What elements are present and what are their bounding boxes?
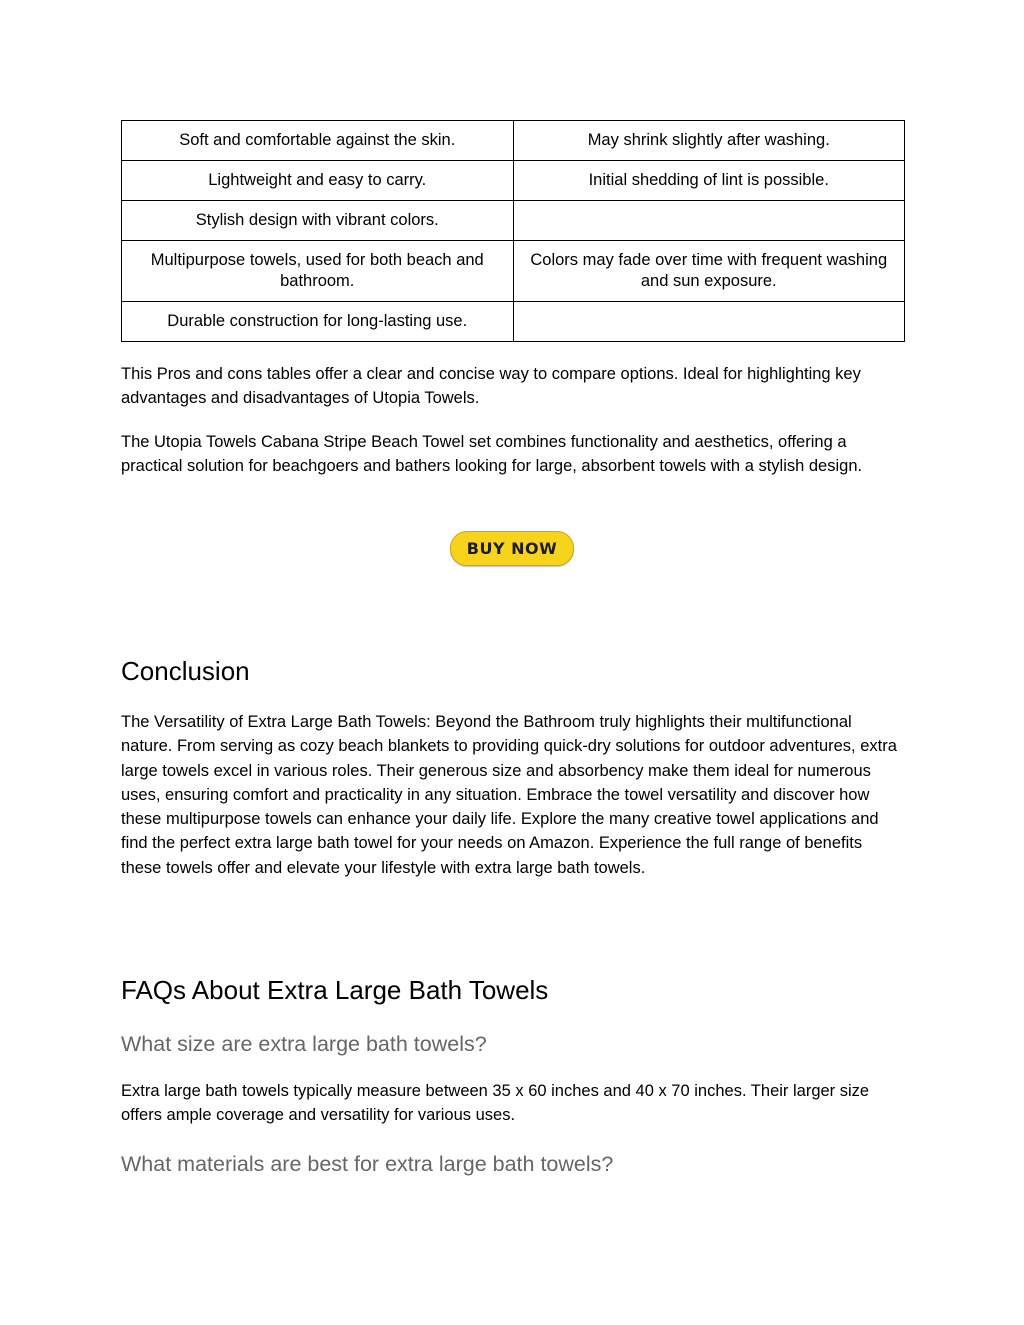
pro-cell: Lightweight and easy to carry. [122, 161, 514, 201]
pros-cons-table [121, 120, 905, 342]
con-cell: Initial shedding of lint is possible. [513, 161, 905, 201]
conclusion-heading: Conclusion [121, 656, 250, 686]
buy-now-button[interactable]: BUY NOW [450, 531, 574, 566]
faq-question: What materials are best for extra large bath towels? [121, 1152, 614, 1176]
product-summary-paragraph: The Utopia Towels Cabana Stripe Beach Towel set combines functionality and aesthetics, offering a practical solution for beachgoers and bathers looking for large, absorbent towels with a stylish design. [121, 433, 863, 476]
pro-cell: Multipurpose towels, used for both beach and bathroom. [122, 241, 514, 302]
pro-cell: Stylish design with vibrant colors. [122, 201, 514, 241]
pro-cell: Soft and comfortable against the skin. [122, 121, 514, 161]
table-row [122, 161, 905, 201]
buy-now-container [450, 531, 574, 567]
conclusion-paragraph: The Versatility of Extra Large Bath Towels: Beyond the Bathroom truly highlights their multifunctional nature. From serving as cozy beach blankets to providing quick-dry solutions for outdoor adventures, extra large towels excel in various roles. Their generous size and absorbency make them ideal for numerous uses, ensuring comfort and practicality in any situation. Embrace the towel versatility and discover how these multipurpose towels can enhance your daily life. Explore the many creative towel applications and find the perfect extra large bath towel for your needs on Amazon. Experience the full range of benefits these towels offer and elevate your lifestyle with extra large bath towels. [121, 713, 897, 877]
table-summary-paragraph: This Pros and cons tables offer a clear and concise way to compare options. Ideal for highlighting key advantages and disadvantages of Utopia Towels. [121, 365, 861, 408]
con-cell: May shrink slightly after washing. [513, 121, 905, 161]
con-cell [513, 302, 905, 342]
faq-answer: Extra large bath towels typically measure between 35 x 60 inches and 40 x 70 inches. Their larger size offers ample coverage and versatility for various uses. [121, 1082, 870, 1125]
table-row [122, 121, 905, 161]
table-row [122, 302, 905, 342]
pro-cell: Durable construction for long-lasting use. [122, 302, 514, 342]
faq-question: What size are extra large bath towels? [121, 1032, 487, 1056]
con-cell [513, 201, 905, 241]
table-row [122, 241, 905, 302]
con-cell: Colors may fade over time with frequent washing and sun exposure. [513, 241, 905, 302]
faqs-heading: FAQs About Extra Large Bath Towels [121, 975, 549, 1005]
table-row [122, 201, 905, 241]
